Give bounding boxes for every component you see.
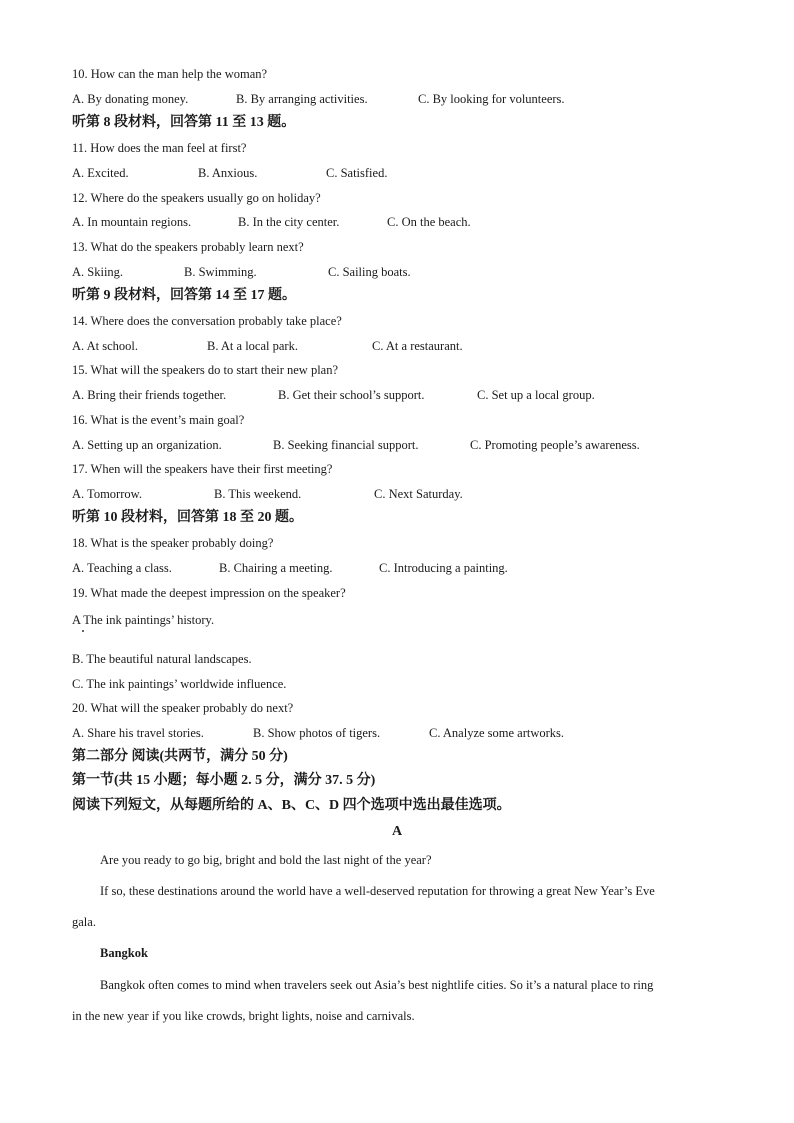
question-19-option-b: B. The beautiful natural landscapes. <box>72 652 252 666</box>
option-c: C. Satisfied. <box>326 166 388 180</box>
question-11-options <box>72 165 387 181</box>
option-b: B. Seeking financial support. <box>273 438 419 452</box>
reading-instruction: 阅读下列短文，从每题所给的 A、B、C、D 四个选项中选出最佳选项。 <box>72 798 511 813</box>
option-b: B. Chairing a meeting. <box>219 561 333 575</box>
question-11: 11. How does the man feel at first? <box>72 141 247 155</box>
question-17: 17. When will the speakers have their first meeting? <box>72 462 333 476</box>
question-16-options <box>72 437 640 453</box>
question-13: 13. What do the speakers probably learn next? <box>72 240 304 254</box>
passage-paragraph-2-line-2: gala. <box>72 915 96 929</box>
option-c: C. Promoting people’s awareness. <box>470 438 640 452</box>
question-20-options <box>72 725 564 741</box>
question-19: 19. What made the deepest impression on the speaker? <box>72 586 346 600</box>
option-a: A. Teaching a class. <box>72 561 172 575</box>
option-a: A. Setting up an organization. <box>72 438 222 452</box>
option-c: C. Next Saturday. <box>374 487 463 501</box>
option-a: A. Skiing. <box>72 265 124 279</box>
question-20: 20. What will the speaker probably do next? <box>72 701 294 715</box>
question-10: 10. How can the man help the woman? <box>72 67 268 81</box>
passage-paragraph-1: Are you ready to go big, bright and bold the last night of the year? <box>100 853 432 867</box>
section-heading-10: 听第 10 段材料，回答第 18 至 20 题。 <box>72 510 303 525</box>
stray-dot <box>82 630 84 632</box>
option-c: C. At a restaurant. <box>372 339 463 353</box>
question-13-options <box>72 264 411 280</box>
passage-paragraph-2-line-1: If so, these destinations around the world have a well-deserved reputation for throwing a great New Year’s Eve <box>100 884 655 898</box>
option-c: C. By looking for volunteers. <box>418 92 565 106</box>
option-c: C. Analyze some artworks. <box>429 726 565 740</box>
option-a: A. Share his travel stories. <box>72 726 204 740</box>
question-10-options <box>72 91 565 107</box>
passage-label: A <box>391 824 403 839</box>
option-c: C. Sailing boats. <box>328 265 411 279</box>
option-b: B. Get their school’s support. <box>278 388 425 402</box>
option-a: A. At school. <box>72 339 138 353</box>
part-two-heading: 第二部分 阅读(共两节，满分 50 分) <box>72 749 288 764</box>
section-heading-8: 听第 8 段材料，回答第 11 至 13 题。 <box>72 115 296 130</box>
question-16: 16. What is the event’s main goal? <box>72 413 245 427</box>
option-a: A. Tomorrow. <box>72 487 142 501</box>
question-19-option-c: C. The ink paintings’ worldwide influence. <box>72 677 287 691</box>
option-a: A. Bring their friends together. <box>72 388 227 402</box>
question-19-option-a: A The ink paintings’ history. <box>72 613 215 627</box>
option-b: B. Anxious. <box>198 166 258 180</box>
question-18-options <box>72 560 508 576</box>
option-a: A. In mountain regions. <box>72 215 192 229</box>
question-15-options <box>72 387 595 403</box>
option-b: B. By arranging activities. <box>236 92 368 106</box>
option-c: C. Introducing a painting. <box>379 561 508 575</box>
question-14: 14. Where does the conversation probably take place? <box>72 314 342 328</box>
option-b: B. Swimming. <box>184 265 257 279</box>
question-12-options <box>72 214 471 230</box>
section-one-heading: 第一节(共 15 小题；每小题 2. 5 分，满分 37. 5 分) <box>72 773 376 788</box>
passage-paragraph-3-line-2: in the new year if you like crowds, bright lights, noise and carnivals. <box>72 1009 415 1023</box>
option-b: B. At a local park. <box>207 339 298 353</box>
option-a: A. Excited. <box>72 166 129 180</box>
option-a: A. By donating money. <box>72 92 189 106</box>
question-12: 12. Where do the speakers usually go on holiday? <box>72 191 321 205</box>
option-c: C. On the beach. <box>387 215 471 229</box>
passage-paragraph-3-line-1: Bangkok often comes to mind when travelers seek out Asia’s best nightlife cities. So it’s a natural place to ring <box>100 978 654 992</box>
section-heading-9: 听第 9 段材料，回答第 14 至 17 题。 <box>72 288 296 303</box>
option-b: B. This weekend. <box>214 487 302 501</box>
question-14-options <box>72 338 463 354</box>
option-b: B. In the city center. <box>238 215 340 229</box>
question-15: 15. What will the speakers do to start their new plan? <box>72 363 339 377</box>
option-b: B. Show photos of tigers. <box>253 726 381 740</box>
question-17-options <box>72 486 463 502</box>
question-18: 18. What is the speaker probably doing? <box>72 536 274 550</box>
passage-subheading: Bangkok <box>100 946 148 960</box>
option-c: C. Set up a local group. <box>477 388 595 402</box>
